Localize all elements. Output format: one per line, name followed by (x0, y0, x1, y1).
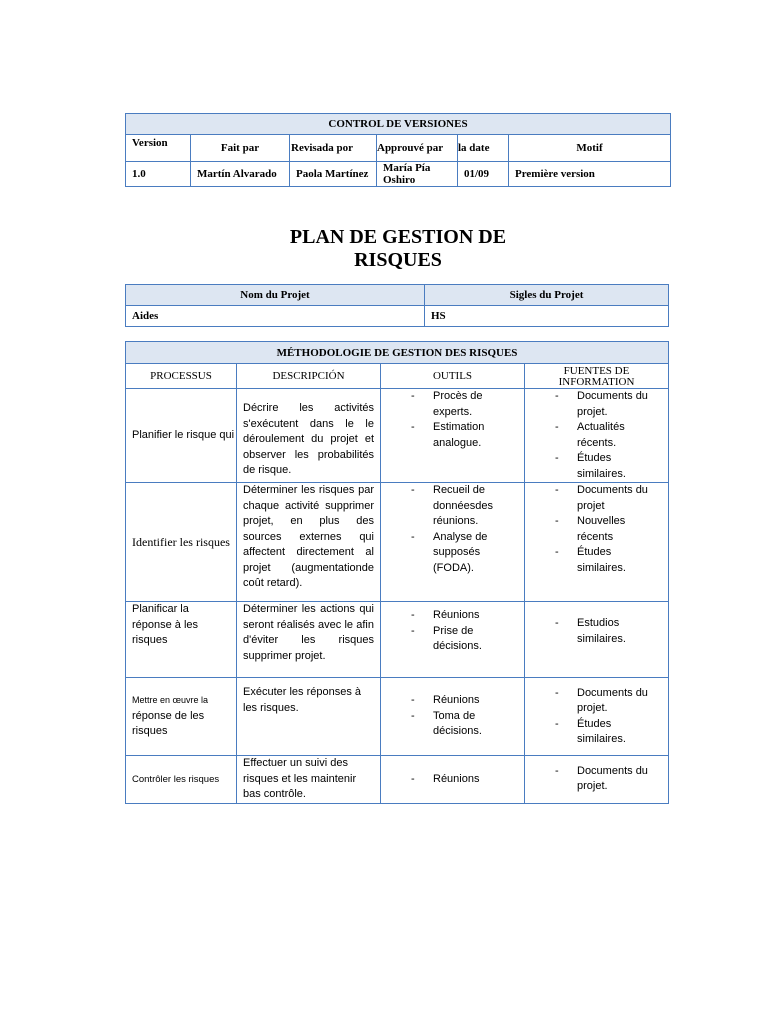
sources-cell (525, 678, 669, 756)
list-item: - Études similaires. (531, 451, 662, 482)
col-sources-header: FUENTES DE INFORMATION (525, 364, 669, 389)
tools-cell (381, 389, 525, 483)
description-cell: Déterminer les risques par chaque activité supprimer projet, en plus des sources externes qui affectent directement al projet (augmentationde coût retard). (237, 483, 381, 602)
version-number: 1.0 (126, 162, 191, 187)
project-sigle: HS (425, 306, 669, 327)
col-version-header: Version (126, 135, 191, 162)
version-control-table (125, 113, 671, 187)
list-item: - Documents du projet. (531, 686, 662, 717)
sources-cell (525, 483, 669, 602)
description-cell: Déterminer les actions qui seront réalisés avec le afin d'éviter les risques supprimer projet. (237, 602, 381, 678)
tools-cell (381, 678, 525, 756)
list-item: - Toma de décisions. (387, 709, 518, 740)
list-item: - Réunions (387, 772, 518, 788)
table-row (126, 756, 669, 804)
author-name: Martín Alvarado (191, 162, 290, 187)
process-cell-main: réponse de les risques (132, 709, 205, 738)
version-reason: Première version (509, 162, 671, 187)
methodology-table (125, 341, 669, 804)
col-description-header: DESCRIPCIÓN (237, 364, 381, 389)
project-table (125, 284, 669, 327)
table-row (126, 602, 669, 678)
table-row (126, 483, 669, 602)
sources-cell (525, 756, 669, 804)
col-reason-header: Motif (509, 135, 671, 162)
sources-cell (525, 389, 669, 483)
list-item: - Documents du projet (531, 483, 662, 514)
process-cell-prefix: Mettre en œuvre la (132, 695, 209, 706)
reviewer-name: Paola Martínez (290, 162, 377, 187)
tools-cell (381, 483, 525, 602)
table-row (126, 678, 669, 756)
description-cell: Décrire les activités s'exécutent dans le le déroulement du projet et observer les probabilités de risque. (237, 389, 381, 483)
description-cell: Effectuer un suivi des risques et les maintenir bas contrôle. (237, 756, 381, 804)
project-sigle-header: Sigles du Projet (425, 285, 669, 306)
col-reviewed-header: Revisada por (290, 135, 377, 162)
list-item: - Documents du projet. (531, 764, 662, 795)
col-date-header: la date (458, 135, 509, 162)
project-name: Aides (126, 306, 425, 327)
list-item: - Prise de décisions. (387, 624, 518, 655)
list-item: - Estudios similaires. (531, 616, 662, 647)
version-date: 01/09 (458, 162, 509, 187)
list-item: - Nouvelles récents (531, 514, 662, 545)
methodology-title: MÉTHODOLOGIE DE GESTION DES RISQUES (126, 342, 669, 364)
process-cell: Identifier les risques (126, 483, 237, 602)
list-item: - Procès de experts. (387, 389, 518, 420)
table-row (126, 389, 669, 483)
list-item: - Études similaires. (531, 545, 662, 576)
project-name-header: Nom du Projet (126, 285, 425, 306)
tools-cell (381, 602, 525, 678)
process-cell (126, 678, 237, 756)
version-control-title: CONTROL DE VERSIONES (126, 114, 671, 135)
tools-cell (381, 756, 525, 804)
list-item: - Réunions (387, 693, 518, 709)
description-cell: Exécuter les réponses à les risques. (237, 678, 381, 756)
list-item: - Études similaires. (531, 717, 662, 748)
sources-cell (525, 602, 669, 678)
document-title: PLAN DE GESTION DE RISQUES (289, 226, 507, 271)
col-tools-header: OUTILS (381, 364, 525, 389)
list-item: - Actualités récents. (531, 420, 662, 451)
list-item: - Documents du projet. (531, 389, 662, 420)
list-item: - Analyse de supposés (FODA). (387, 530, 518, 577)
process-cell: Planifier le risque qui (126, 389, 237, 483)
col-author-header: Fait par (191, 135, 290, 162)
col-process-header: PROCESSUS (126, 364, 237, 389)
list-item: - Recueil de donnéesdes réunions. (387, 483, 518, 530)
col-approved-header: Approuvé par (377, 135, 458, 162)
process-cell: Planificar la réponse à les risques (126, 602, 237, 678)
list-item: - Estimation analogue. (387, 420, 518, 451)
approver-name: María Pía Oshiro (377, 162, 458, 187)
process-cell: Contrôler les risques (126, 756, 237, 804)
list-item: - Réunions (387, 608, 518, 624)
